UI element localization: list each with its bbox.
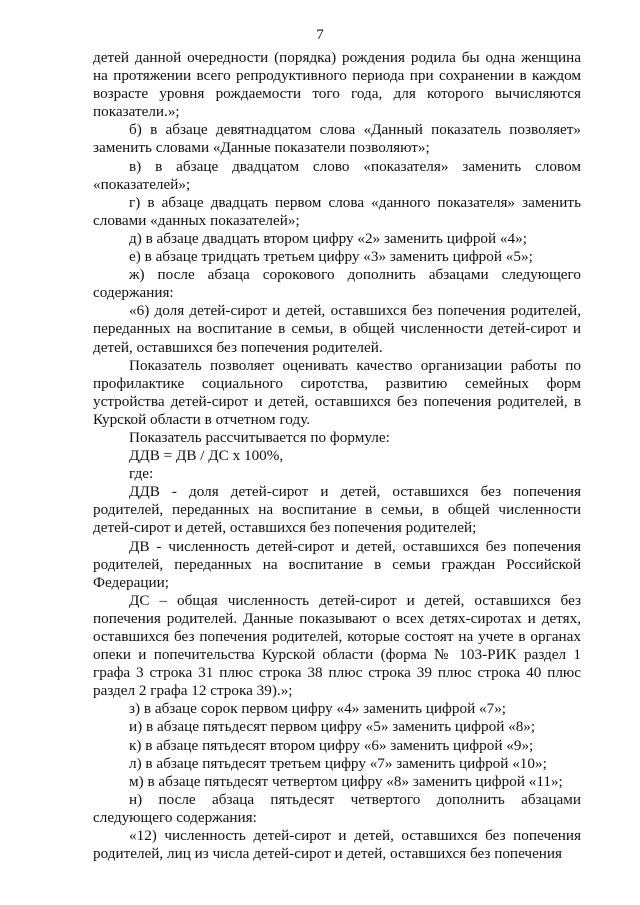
paragraph-item-m: м) в абзаце пятьдесят четвертом цифру «8» заменить цифрой «11»; (129, 772, 563, 790)
paragraph-item-e: е) в абзаце тридцать третьем цифру «3» заменить цифрой «5»; (129, 248, 533, 266)
definition-ddv: ДДВ - доля детей-сирот и детей, оставшихся без попечения родителей, переданных на воспитание в семьи, в общей численности детей-сирот и детей, оставшихся без попечения родителей; (93, 483, 581, 537)
paragraph-indicator-6: «6) доля детей-сирот и детей, оставшихся без попечения родителей, переданных на воспитание в семьи, в общей численности детей-сирот и детей, оставшихся без попечения родителей. (93, 302, 581, 356)
formula-ddv: ДДВ = ДВ / ДС x 100%, (129, 447, 284, 465)
paragraph-formula-intro: Показатель рассчитывается по формуле: (129, 428, 390, 446)
paragraph-item-l: л) в абзаце пятьдесят третьем цифру «7» заменить цифрой «10»; (129, 754, 547, 772)
paragraph-where: где: (129, 465, 154, 483)
paragraph-indicator-description: Показатель позволяет оценивать качество организации работы по профилактике социального сиротства, развитию семейных форм устройства детей-сирот и детей, оставшихся без попечения родителей, в Курской области в отчетном году. (93, 356, 581, 428)
paragraph-item-zh: ж) после абзаца сорокового дополнить абзацами следующего содержания: (93, 266, 581, 302)
paragraph-item-z: з) в абзаце сорок первом цифру «4» заменить цифрой «7»; (129, 700, 507, 718)
paragraph-continuation: детей данной очередности (порядка) рождения родила бы одна женщина на протяжении всего репродуктивного периода при сохранении в каждом возрасте уровня рождаемости того года, для которого вычисляются показатели.»; (93, 49, 581, 121)
paragraph-item-g: г) в абзаце двадцать первом слова «данного показателя» заменить словами «данных показателей»; (93, 193, 581, 229)
document-body (93, 49, 581, 863)
definition-ds: ДС – общая численность детей-сирот и детей, оставшихся без попечения родителей. Данные показывают о всех детях-сиротах и детях, оставшихся без попечения родителей, которые состоят на учете в органах опеки и попечительства Курской области (форма № 103-РИК раздел 1 графа 3 строка 31 плюс строка 38 плюс строка 39 плюс строка 40 плюс раздел 2 графа 12 строка 39).»; (93, 591, 581, 700)
definition-dv: ДВ - численность детей-сирот и детей, оставшихся без попечения родителей, переданных на воспитание в семьи граждан Российской Федерации; (93, 537, 581, 591)
paragraph-item-d: д) в абзаце двадцать втором цифру «2» заменить цифрой «4»; (129, 229, 527, 247)
paragraph-item-n: н) после абзаца пятьдесят четвертого дополнить абзацами следующего содержания: (93, 790, 581, 826)
paragraph-item-b: б) в абзаце девятнадцатом слова «Данный показатель позволяет» заменить словами «Данные показатели позволяют»; (93, 121, 581, 157)
paragraph-item-k: к) в абзаце пятьдесят втором цифру «6» заменить цифрой «9»; (129, 736, 534, 754)
paragraph-item-v: в) в абзаце двадцатом слово «показателя» заменить словом «показателей»; (93, 157, 581, 193)
paragraph-indicator-12: «12) численность детей-сирот и детей, оставшихся без попечения родителей, лиц из числа детей-сирот и детей, оставшихся без попечения (93, 827, 581, 863)
paragraph-item-i: и) в абзаце пятьдесят первом цифру «5» заменить цифрой «8»; (129, 718, 536, 736)
page-number: 7 (316, 27, 324, 43)
